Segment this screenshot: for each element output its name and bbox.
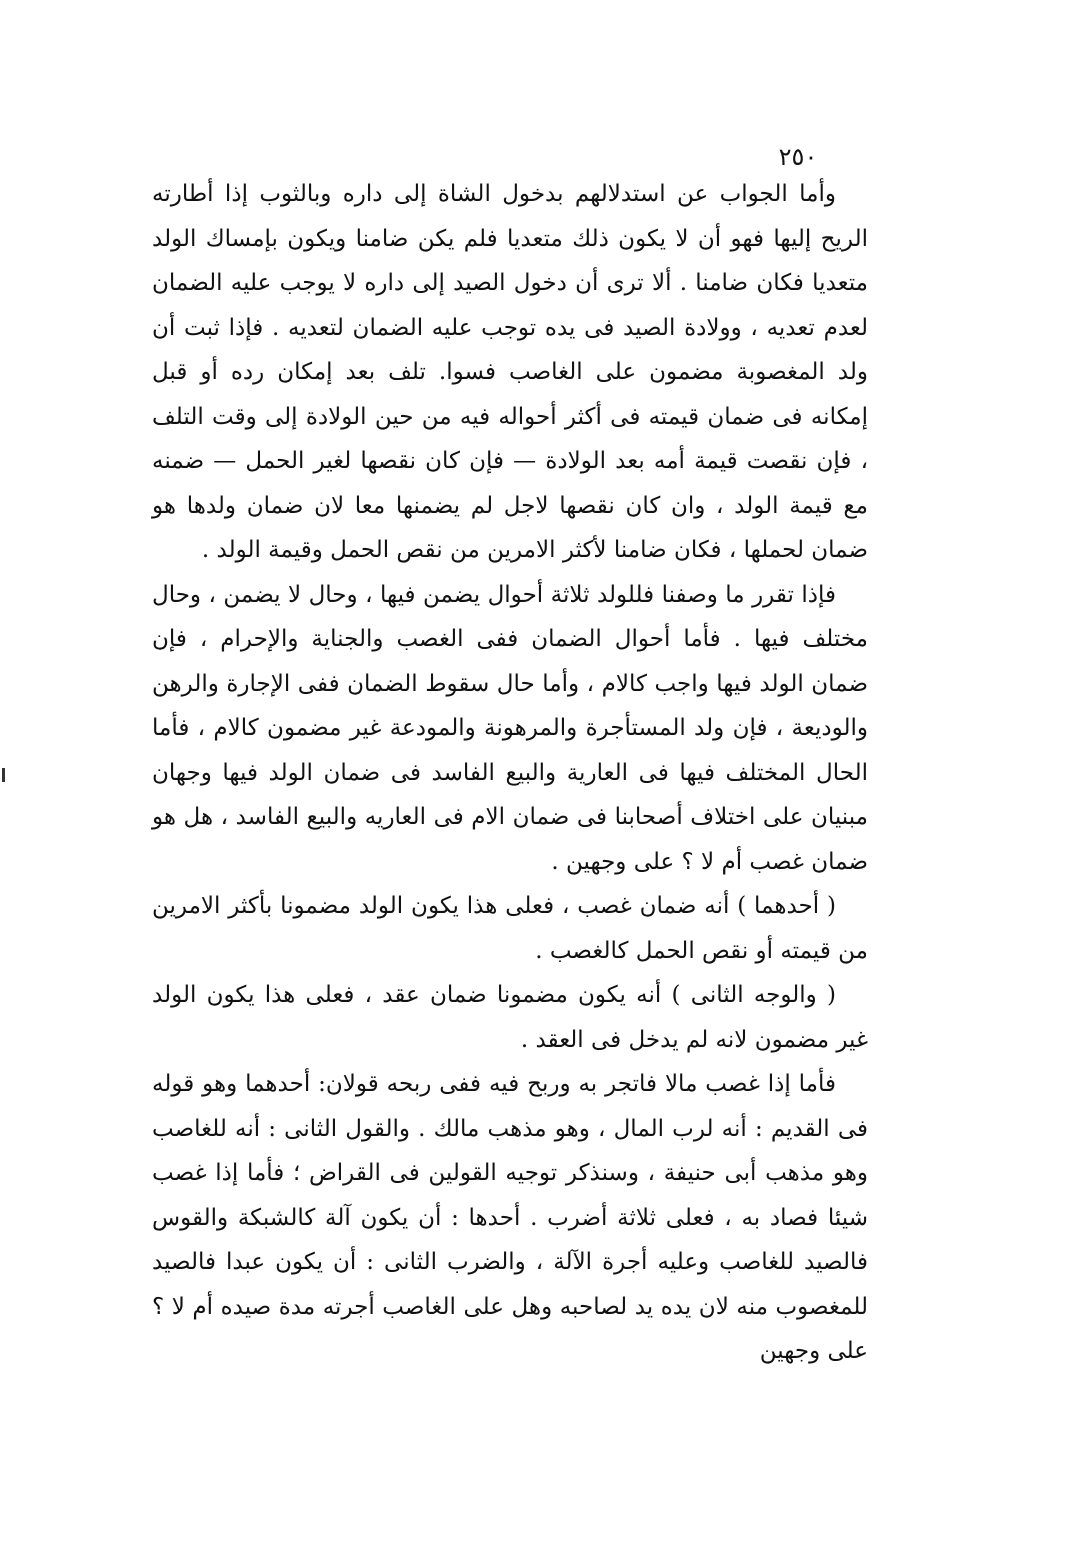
paragraph-2: فإذا تقرر ما وصفنا فللولد ثلاثة أحوال يضمن فيها ، وحال لا يضمن ، وحال مختلف فيها . فأما أحوال الضمان ففى الغصب والجناية والإحرام ، فإن ضمان الولد فيها واجب كالام ، وأما حال سقوط الضمان ففى الإجارة والرهن والوديعة ، فإن ولد المستأجرة والمرهونة والمودعة غير مضمون كالام ، فأما الحال المختلف فيها فى العارية والبيع الفاسد فى ضمان الولد فيها وجهان مبنيان على اختلاف أصحابنا فى ضمان الام فى العاريه والبيع الفاسد ، هل هو ضمان غصب أم لا ؟ على وجهين . (152, 581, 868, 875)
paragraph-4: ( والوجه الثانى ) أنه يكون مضمونا ضمان عقد ، فعلى هذا يكون الولد غير مضمون لانه لم يدخل فى العقد . (152, 982, 868, 1053)
paragraph-1: وأما الجواب عن استدلالهم بدخول الشاة إلى داره وبالثوب إذا أطارته الريح إليها فهو أن لا يكون ذلك متعديا فلم يكن ضامنا ويكون بإمساك الولد متعديا فكان ضامنا . ألا ترى أن دخول الصيد إلى داره لا يوجب عليه الضمان لعدم تعديه ، وولادة الصيد فى يده توجب عليه الضمان لتعديه . فإذا ثبت أن ولد المغصوبة مضمون على الغاصب فسوا. تلف بعد إمكان رده أو قبل إمكانه فى ضمان قيمته فى أكثر أحواله فيه من حين الولادة إلى وقت التلف ، فإن نقصت قيمة أمه بعد الولادة — فإن كان نقصها لغير الحمل — ضمنه مع قيمة الولد ، وان كان نقصها لاجل لم يضمنها معا لان ضمان ولدها هو ضمان لحملها ، فكان ضامنا لأكثر الامرين من نقص الحمل وقيمة الولد . (152, 181, 868, 563)
paragraph-3: ( أحدهما ) أنه ضمان غصب ، فعلى هذا يكون الولد مضمونا بأكثر الامرين من قيمته أو نقص الحمل كالغصب . (152, 893, 868, 964)
page-number: ٢٥٠ (778, 143, 818, 171)
paragraph-5: فأما إذا غصب مالا فاتجر به وربح فيه ففى ربحه قولان: أحدهما وهو قوله فى القديم : أنه لرب المال ، وهو مذهب مالك . والقول الثانى : أنه للغاصب وهو مذهب أبى حنيفة ، وسنذكر توجيه القولين فى القراض ؛ فأما إذا غصب شيئا فصاد به ، فعلى ثلاثة أضرب . أحدها : أن يكون آلة كالشبكة والقوس فالصيد للغاصب وعليه أجرة الآلة ، والضرب الثانى : أن يكون عبدا فالصيد للمغصوب منه لان يده يد لصاحبه وهل على الغاصب أجرته مدة صيده أم لا ؟ على وجهين (152, 1071, 868, 1364)
margin-mark (2, 768, 5, 782)
body-text (152, 172, 868, 1374)
